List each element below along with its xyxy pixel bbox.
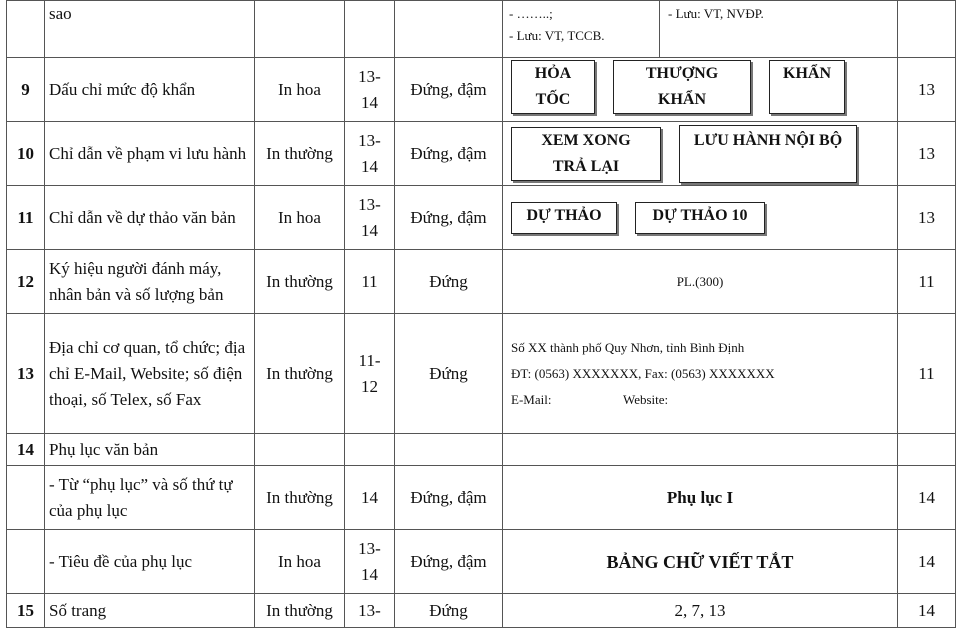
- row-number: 10: [7, 122, 45, 186]
- size: 13- 14: [345, 58, 395, 122]
- font-style: Đứng, đậm: [395, 186, 503, 250]
- row-number: 12: [7, 250, 45, 314]
- example-cell: [503, 186, 898, 250]
- typist-code: PL.(300): [503, 250, 898, 314]
- recipient-list-left: - ……..; - Lưu: VT, TCCB.: [509, 6, 605, 43]
- case-style: In hoa: [255, 58, 345, 122]
- row-number: [7, 466, 45, 530]
- font-style: Đứng, đậm: [395, 530, 503, 594]
- recipient-list-right: - Lưu: VT, NVĐP.: [659, 1, 897, 57]
- size: 13- 14: [345, 122, 395, 186]
- case-style: In thường: [255, 314, 345, 434]
- component-name: - Tiêu đề của phụ lục: [45, 530, 255, 594]
- table-row: [7, 186, 956, 250]
- example-font-size: 11: [898, 250, 956, 314]
- font-style: [395, 434, 503, 466]
- case-style: [255, 1, 345, 58]
- size: [345, 1, 395, 58]
- appendix-number: Phụ lục I: [503, 466, 898, 530]
- case-style: In hoa: [255, 186, 345, 250]
- page-numbers: 2, 7, 13: [503, 594, 898, 628]
- scope-stamp-luu-hanh: LƯU HÀNH NỘI BỘ: [679, 125, 857, 183]
- size: [345, 434, 395, 466]
- font-style: Đứng, đậm: [395, 122, 503, 186]
- component-name: - Từ “phụ lục” và số thứ tự của phụ lục: [45, 466, 255, 530]
- example-font-size: 13: [898, 186, 956, 250]
- component-name: sao: [45, 1, 255, 58]
- example-font-size: 11: [898, 314, 956, 434]
- row-number: 14: [7, 434, 45, 466]
- case-style: In thường: [255, 594, 345, 628]
- size: 11: [345, 250, 395, 314]
- table-row: [7, 58, 956, 122]
- urgency-stamp-thuong-khan: THƯỢNG KHẨN: [613, 60, 751, 114]
- font-style: Đứng, đậm: [395, 466, 503, 530]
- font-style: Đứng: [395, 314, 503, 434]
- row-number: 13: [7, 314, 45, 434]
- size: 13-: [345, 594, 395, 628]
- case-style: In thường: [255, 466, 345, 530]
- appendix-title: BẢNG CHỮ VIẾT TẮT: [503, 530, 898, 594]
- row-number: [7, 1, 45, 58]
- font-style: Đứng: [395, 594, 503, 628]
- component-name: Dấu chỉ mức độ khẩn: [45, 58, 255, 122]
- urgency-stamp-hoa-toc: HỎA TỐC: [511, 60, 595, 114]
- table-row: [7, 122, 956, 186]
- row-number: 9: [7, 58, 45, 122]
- example-font-size: 14: [898, 530, 956, 594]
- example-font-size: 13: [898, 122, 956, 186]
- example-cell: [503, 1, 898, 58]
- email-label: E-Mail:: [511, 391, 552, 407]
- example-font-size: 13: [898, 58, 956, 122]
- component-name: Phụ lục văn bản: [45, 434, 255, 466]
- table-row: [7, 1, 956, 58]
- size: 14: [345, 466, 395, 530]
- example-cell: [503, 58, 898, 122]
- component-name: Địa chỉ cơ quan, tổ chức; địa chỉ E-Mail, Website; số điện thoại, số Telex, số Fax: [45, 314, 255, 434]
- scope-stamp-xem-xong: XEM XONG TRẢ LẠI: [511, 127, 661, 181]
- font-style: Đứng, đậm: [395, 58, 503, 122]
- address-example: [503, 314, 898, 434]
- table-row: [7, 530, 956, 594]
- email-website-line: [511, 387, 897, 413]
- example-font-size: [898, 434, 956, 466]
- example-font-size: [898, 1, 956, 58]
- size: 11- 12: [345, 314, 395, 434]
- table-row: [7, 594, 956, 628]
- example-font-size: 14: [898, 466, 956, 530]
- case-style: In thường: [255, 250, 345, 314]
- component-name: Chỉ dẫn về phạm vi lưu hành: [45, 122, 255, 186]
- case-style: In hoa: [255, 530, 345, 594]
- font-style: [395, 1, 503, 58]
- component-name: Ký hiệu người đánh máy, nhân bản và số lượng bản: [45, 250, 255, 314]
- size: 13- 14: [345, 186, 395, 250]
- case-style: [255, 434, 345, 466]
- font-style: Đứng: [395, 250, 503, 314]
- draft-stamp: DỰ THẢO: [511, 202, 617, 234]
- website-label: Website:: [623, 391, 669, 407]
- example-cell: [503, 122, 898, 186]
- row-number: [7, 530, 45, 594]
- case-style: In thường: [255, 122, 345, 186]
- component-name: Chỉ dẫn về dự thảo văn bản: [45, 186, 255, 250]
- draft-stamp-10: DỰ THẢO 10: [635, 202, 765, 234]
- example-cell: [503, 434, 898, 466]
- row-number: 15: [7, 594, 45, 628]
- component-name: Số trang: [45, 594, 255, 628]
- table-row: [7, 314, 956, 434]
- address-line: Số XX thành phố Quy Nhơn, tỉnh Bình Định: [511, 339, 745, 355]
- row-number: 11: [7, 186, 45, 250]
- table-row: [7, 434, 956, 466]
- example-font-size: 14: [898, 594, 956, 628]
- table-row: [7, 250, 956, 314]
- size: 13- 14: [345, 530, 395, 594]
- urgency-stamp-khan: KHẨN: [769, 60, 845, 114]
- format-table: [6, 0, 956, 628]
- table-row: [7, 466, 956, 530]
- phone-fax-line: ĐT: (0563) XXXXXXX, Fax: (0563) XXXXXXX: [511, 365, 775, 381]
